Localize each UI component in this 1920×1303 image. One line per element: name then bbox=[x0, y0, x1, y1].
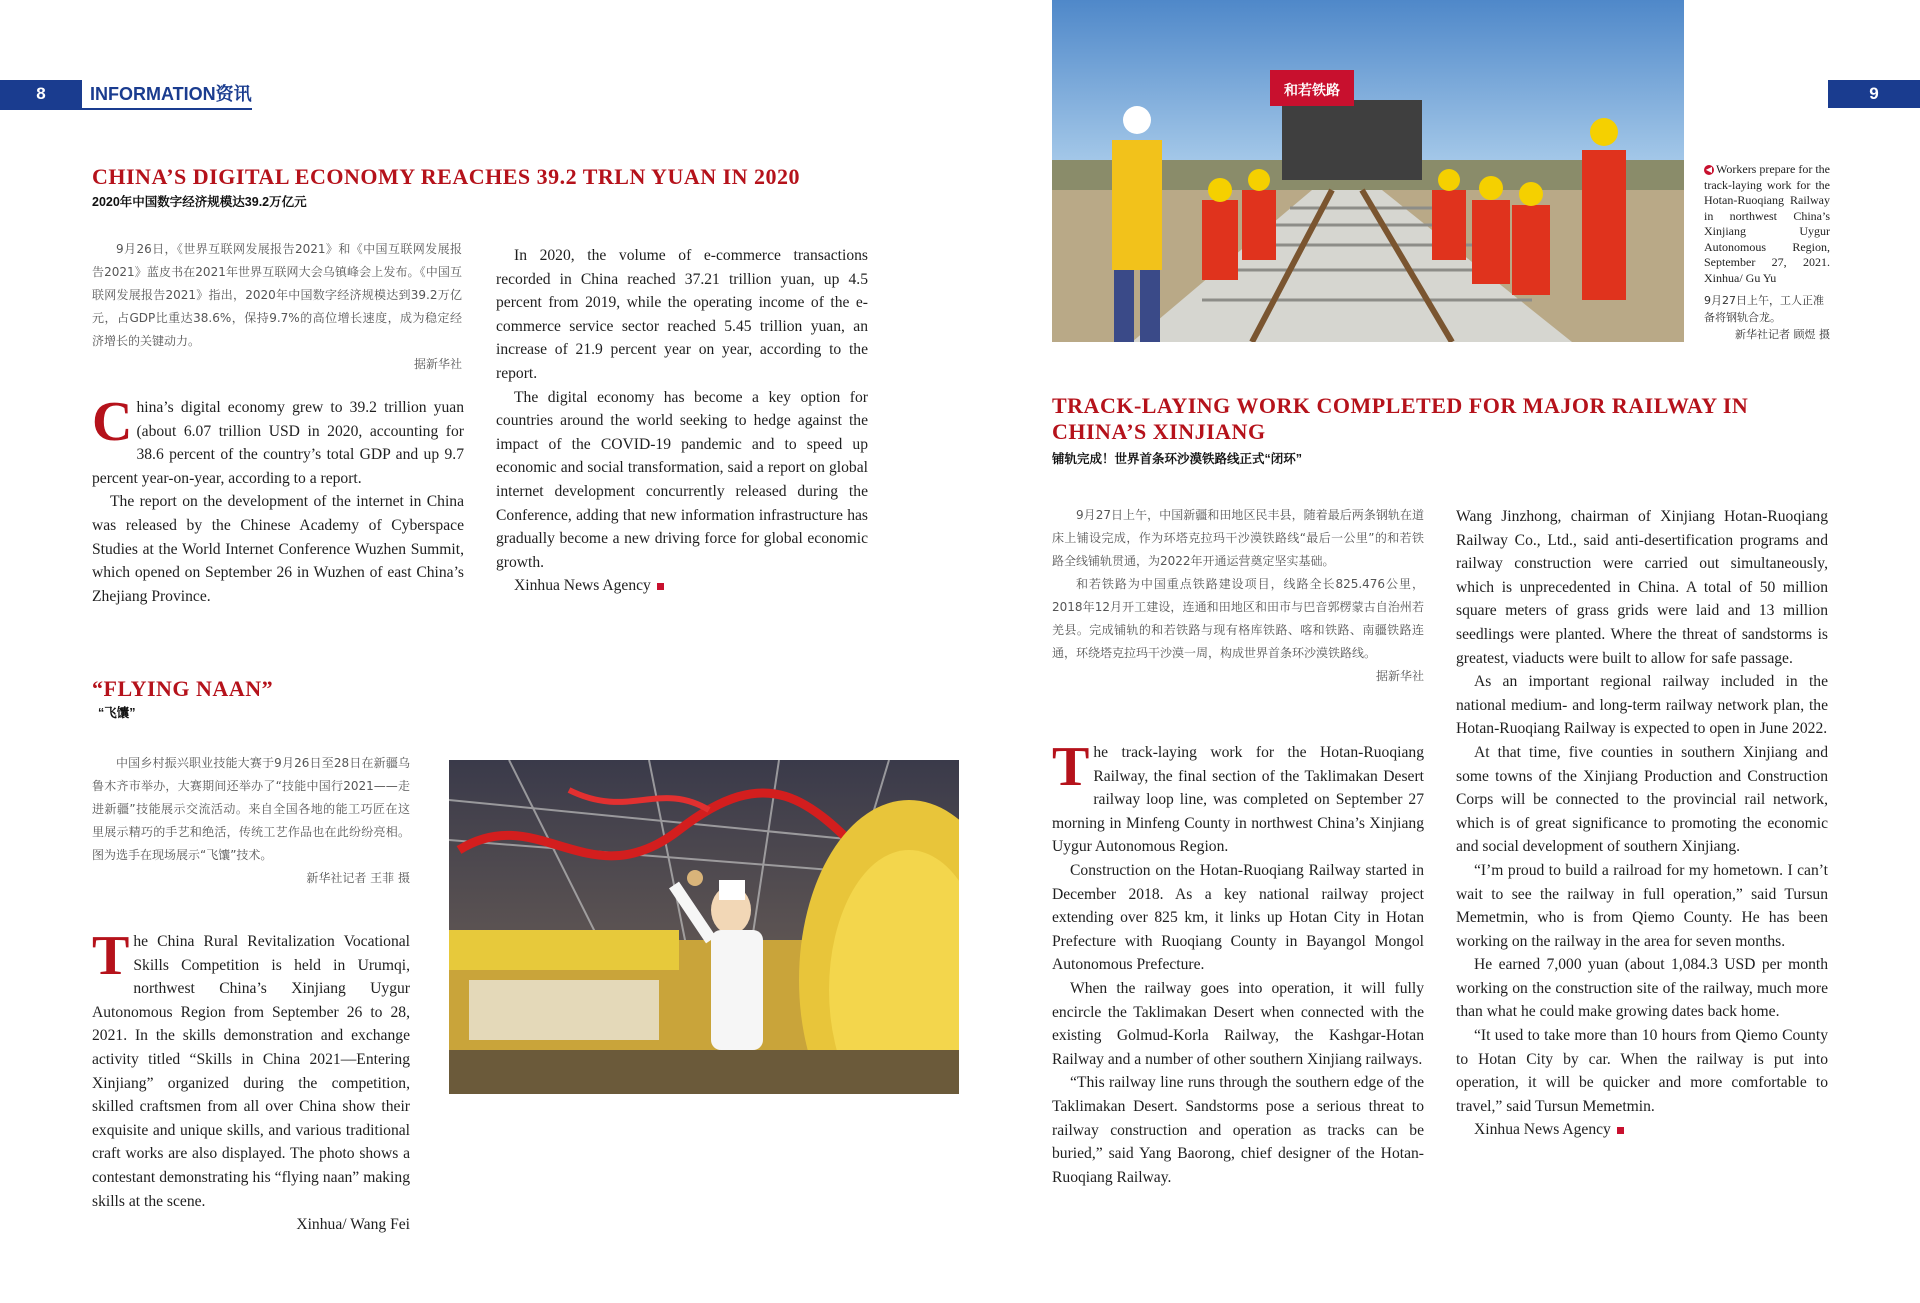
article3-para1: he track-laying work for the Hotan-Ruoqiang Railway, the final section of the Taklimakan Desert railway loop line, was completed on September 27 morning in Minfeng County in northwest China’s Xinjiang Uygur Autonomous Region. bbox=[1052, 744, 1424, 856]
page-number-left: 8 bbox=[0, 80, 82, 108]
article3-summary bbox=[1052, 504, 1424, 688]
article3-para8: “I’m proud to build a railroad for my hometown. I can’t wait to see the railway in full operation,” said Tursun Memetmin, who is from Qiemo County. He has been working on the railway in the area for seven months. bbox=[1456, 861, 1828, 950]
photo-caption-cn bbox=[1704, 292, 1830, 343]
photo-caption-cn-credit: 新华社记者 顾煜 摄 bbox=[1735, 328, 1830, 341]
caption-arrow-icon: ◀ bbox=[1705, 165, 1713, 175]
article3-dropcap: T bbox=[1052, 736, 1090, 798]
article2-para1: he China Rural Revitalization Vocational Skills Competition is held in Urumqi, northwest China’s Xinjiang Uygur Autonomous Region from September 26 to 28, 2021. In the skills demonstration and exchange activity titled “Skills in China 2021—Entering Xinjiang” organized during the competition, skilled craftsmen from all over China show their exquisite and unique skills, and various traditional craft works are also displayed. The photo shows a contestant demonstrating his “flying naan” making skills at the scene. bbox=[92, 933, 410, 1210]
article3-para9: He earned 7,000 yuan (about 1,084.3 USD per month working on the construction site of the railway, much more than what he could make growing dates back home. bbox=[1456, 956, 1828, 1021]
photo-caption-cn-text: 9月27日上午，工人正准备将钢轨合龙。 bbox=[1704, 294, 1824, 324]
article1-para4: The digital economy has become a key option for countries around the world seeking to hedge against the impact of the COVID-19 pandemic and to speed up economic and social transformation, said a report on global internet development concurrently released during the Conference, adding that new information infrastructure has gradually become a new driving force for global economic growth. bbox=[496, 388, 868, 571]
article3-para2: Construction on the Hotan-Ruoqiang Railway started in December 2018. As a key national railway project extending over 825 km, it links up Hotan City in Hotan Prefecture with Ruoqiang County in Bayangol Mongol Autonomous Prefecture. bbox=[1052, 861, 1424, 974]
article1-summary-text: 9月26日，《世界互联网发展报告2021》和《中国互联网发展报告2021》蓝皮书在2021年世界互联网大会乌镇峰会上发布。《中国互联网发展报告2021》指出，2020年中国数字经济规模达到39.2万亿元，占GDP比重达38.6%，保持9.7%的高位增长速度，成为稳定经济增长的关键动力。 bbox=[92, 242, 462, 348]
railway-photo bbox=[1052, 0, 1684, 342]
article1-title: CHINA’S DIGITAL ECONOMY REACHES 39.2 TRLN YUAN IN 2020 bbox=[92, 164, 801, 189]
end-mark-icon bbox=[1617, 1127, 1624, 1134]
header-rule bbox=[0, 108, 252, 110]
article3-title: TRACK-LAYING WORK COMPLETED FOR MAJOR RAILWAY IN CHINA’S XINJIANG bbox=[1052, 393, 1749, 444]
article3-summary-credit: 据新华社 bbox=[1375, 669, 1424, 683]
article3-col2 bbox=[1456, 505, 1828, 1142]
article1-subtitle: 2020年中国数字经济规模达39.2万亿元 bbox=[92, 195, 307, 209]
article2-subtitle: “飞馕” bbox=[98, 706, 136, 720]
article1-para3: In 2020, the volume of e-commerce transactions recorded in China reached 37.21 trillion yuan, up 4.5 percent from 2019, while the operating income of the e-commerce service sector reached 5.45 trillion yuan, an increase of 21.9 percent year on year, according to the report. bbox=[496, 247, 868, 382]
sign-text: 和若铁路 bbox=[1284, 83, 1340, 99]
section-title: INFORMATION资讯 bbox=[90, 84, 252, 104]
article3-summary-text-2: 和若铁路为中国重点铁路建设项目，线路全长825.476公里，2018年12月开工建设，连通和田地区和田市与巴音郭楞蒙古自治州若羌县。完成铺轨的和若铁路与现有格库铁路、喀和铁路、南疆铁路连通，环绕塔克拉玛干沙漠一周，构成世界首条环沙漠铁路线。 bbox=[1052, 577, 1424, 660]
article1-summary-credit: 据新华社 bbox=[413, 357, 462, 371]
article2-summary-credit: 新华社记者 王菲 摄 bbox=[306, 871, 410, 885]
article3-summary-text-1: 9月27日上午，中国新疆和田地区民丰县，随着最后两条钢轨在道床上铺设完成，作为环塔克拉玛干沙漠铁路线“最后一公里”的和若铁路全线铺轨贯通，为2022年开通运营奠定坚实基础。 bbox=[1052, 508, 1424, 568]
article3-para7: At that time, five counties in southern Xinjiang and some towns of the Xinjiang Production and Construction Corps will be connected to the provincial rail network, which is of great significance to promoting the economic and social development of southern Xinjiang. bbox=[1456, 743, 1828, 856]
article3-para3: When the railway goes into operation, it will fully encircle the Taklimakan Desert when connected with the existing Golmud-Korla Railway, the Kashgar-Hotan Railway and a number of other southern Xinjiang railways. bbox=[1052, 979, 1424, 1068]
article2-credit: Xinhua/ Wang Fei bbox=[296, 1216, 410, 1234]
article1-para2: The report on the development of the internet in China was released by the Chinese Academy of Cyberspace Studies at the World Internet Conference Wuzhen Summit, which opened on September 26 in Wuzhen of east China’s Zhejiang Province. bbox=[92, 493, 464, 605]
article3-para10: “It used to take more than 10 hours from Qiemo County to Hotan City by car. When the railway is put into operation, it will be quicker and more comfortable to travel,” said Tursun Memetmin. bbox=[1456, 1027, 1828, 1115]
article3-subtitle: 铺轨完成！世界首条环沙漠铁路线正式“闭环” bbox=[1052, 452, 1303, 466]
article3-para5: Wang Jinzhong, chairman of Xinjiang Hotan-Ruoqiang Railway Co., Ltd., said anti-desertification programs and railway construction were carried out simultaneously, which is unprecedented in China. A total of 50 million square meters of grass grids were laid and 13 million seedlings were planted. Where the threat of sandstorms is greatest, viaducts were built to allow for safe passage. bbox=[1456, 508, 1828, 667]
page-number-right: 9 bbox=[1828, 80, 1920, 108]
article3-col1 bbox=[1052, 736, 1424, 1189]
article3-credit: Xinhua News Agency bbox=[1474, 1121, 1611, 1139]
article1-col2 bbox=[496, 244, 868, 598]
photo-caption bbox=[1704, 162, 1830, 286]
article1-col1 bbox=[92, 391, 464, 608]
article2-summary-text: 中国乡村振兴职业技能大赛于9月26日至28日在新疆乌鲁木齐市举办，大赛期间还举办了“技能中国行2021——走进新疆”技能展示交流活动。来自全国各地的能工巧匠在这里展示精巧的手艺和绝活，传统工艺作品也在此纷纷亮相。图为选手在现场展示“飞馕”技术。 bbox=[92, 756, 410, 862]
flying-naan-photo bbox=[449, 760, 959, 1094]
article2-title: “FLYING NAAN” bbox=[92, 676, 274, 701]
article3-para4: “This railway line runs through the southern edge of the Taklimakan Desert. Sandstorms pose a serious threat to railway construction and operation as tracks can be buried,” said Yang Baorong, chief designer of the Hotan-Ruoqiang Railway. bbox=[1052, 1074, 1424, 1186]
article1-dropcap: C bbox=[92, 391, 133, 453]
article3-para6: As an important regional railway included in the national medium- and long-term railway network plan, the Hotan-Ruoqiang Railway is expected to open in June 2022. bbox=[1456, 673, 1828, 738]
article1-credit: Xinhua News Agency bbox=[514, 577, 651, 595]
end-mark-icon bbox=[657, 583, 664, 590]
article1-summary bbox=[92, 238, 462, 376]
article1-para1: hina’s digital economy grew to 39.2 trillion yuan (about 6.07 trillion USD in 2020, accounting for 38.6 percent of the country’s total GDP and up 9.7 percent year-on-year, according to a report. bbox=[92, 399, 464, 487]
article2-dropcap: T bbox=[92, 925, 130, 987]
photo-caption-text: Workers prepare for the track-laying work for the Hotan-Ruoqiang Railway in northwest China’s Xinjiang Uygur Autonomous Region, September 27, 2021. Xinhua/ Gu Yu bbox=[1704, 162, 1830, 285]
article2-body bbox=[92, 925, 410, 1237]
article2-summary bbox=[92, 752, 410, 890]
